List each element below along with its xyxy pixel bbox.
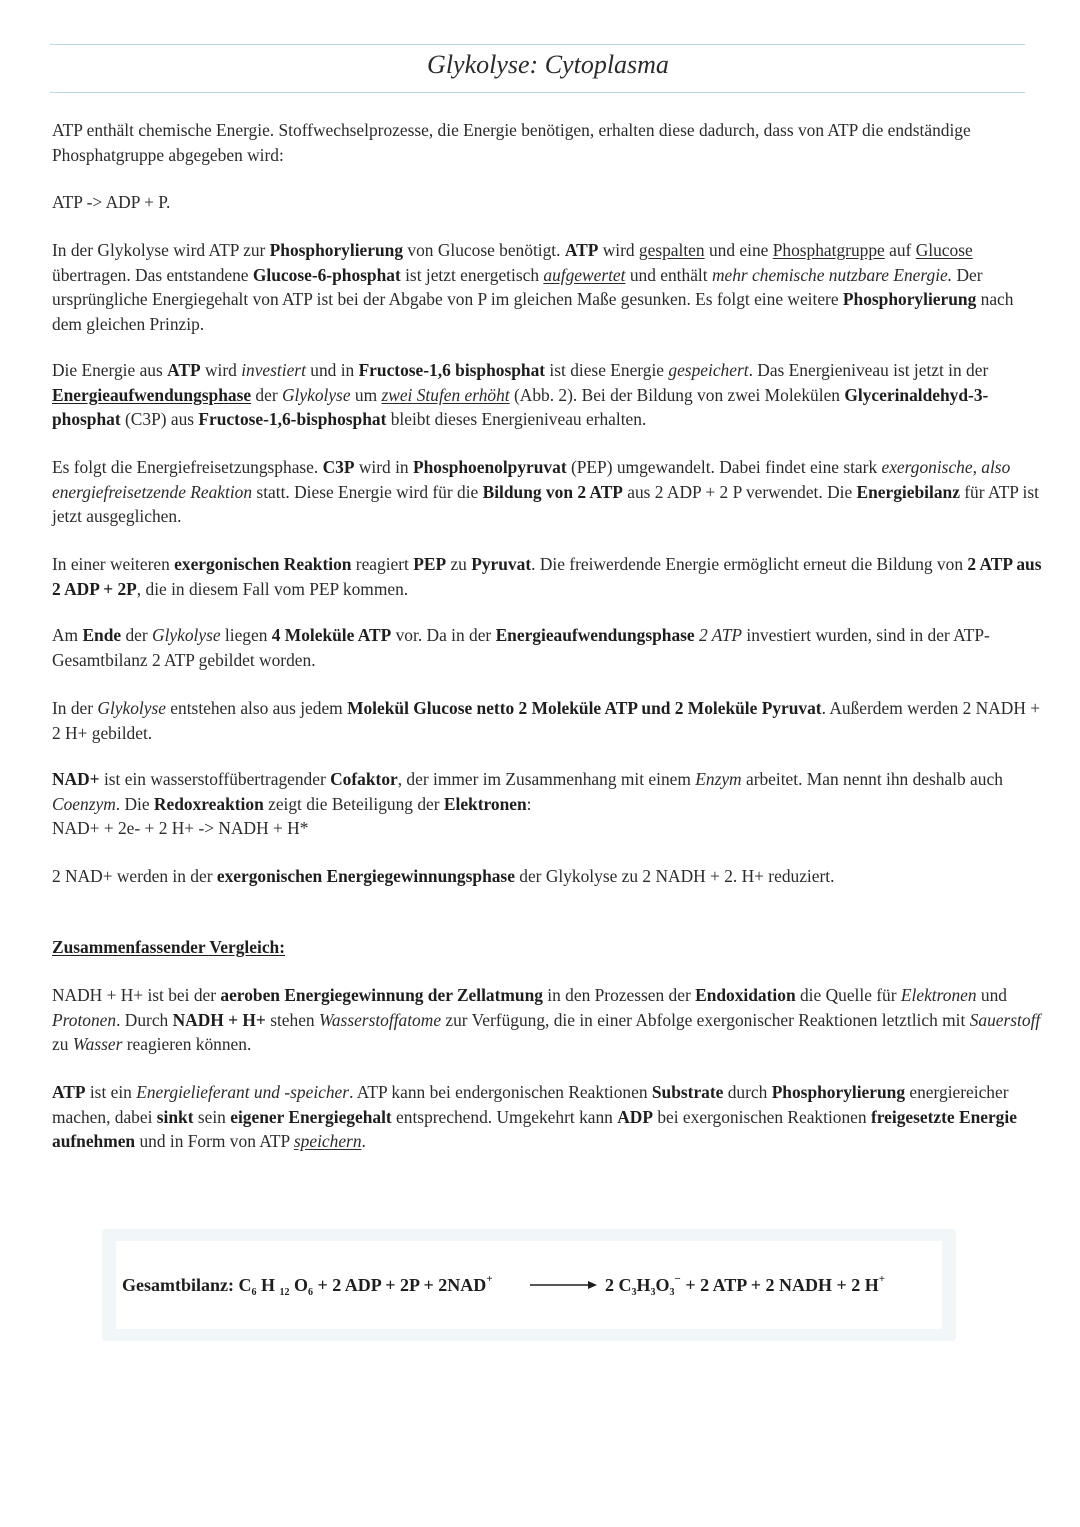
paragraph-phosphorylation: In der Glykolyse wird ATP zur Phosphorylierung von Glucose benötigt. ATP wird gespalten und eine Phosphatgruppe auf Glucose übertragen. Das entstandene Glucose-6-phosphat ist jetzt energetisch aufgewertet und enthält mehr chemische nutzbare Energie. Der ursprüngliche Energiegehalt von ATP ist bei der Abgabe von P im gleichen Maße gesunken. Es folgt eine weitere Phosphorylierung nach dem gleichen Prinzip. (52, 240, 1014, 334)
paragraph-energy-release: Es folgt die Energiefreisetzungsphase. C3P wird in Phosphoenolpyruvat (PEP) umgewandelt. Dabei findet eine stark exergonische, also energiefreisetzende Reaktion statt. Diese Energie wird für die Bildung von 2 ATP aus 2 ADP + 2 P verwendet. Die Energiebilanz für ATP ist jetzt ausgeglichen. (52, 457, 1039, 526)
paragraph-nadh-cell-respiration: NADH + H+ ist bei der aeroben Energiegewinnung der Zellatmung in den Prozessen der Endoxidation die Quelle für Elektronen und Protonen. Durch NADH + H+ stehen Wasserstoffatome zur Verfügung, die in einer Abfolge exergonischer Reaktionen letztlich mit Sauerstoff zu Wasser reagieren können. (52, 985, 1041, 1054)
overall-balance-rhs: 2 $C_3H_3O_3^- + 2$ ATP + 2 NADH + 2 H+ (605, 1273, 886, 1298)
section-heading: Zusammenfassender Vergleich: (52, 937, 285, 957)
paragraph-atp-balance: Am Ende der Glykolyse liegen 4 Moleküle ATP vor. Da in der Energieaufwendungsphase 2 ATP investiert wurden, sind in der ATP-Gesamtbilanz 2 ATP gebildet worden. (52, 625, 990, 670)
paragraph-energy-investment: Die Energie aus ATP wird investiert und in Fructose-1,6 bisphosphat ist diese Energie gespeichert. Das Energieniveau ist jetzt in der Energieaufwendungsphase der Glykolyse um zwei Stufen erhöht (Abb. 2). Bei der Bildung von zwei Molekülen Glycerinaldehyd-3-phosphat (C3P) aus Fructose-1,6-bisphosphat bleibt dieses Energieniveau erhalten. (52, 360, 989, 429)
paragraph-atp-equation: ATP -> ADP + P. (52, 192, 171, 212)
paragraph-atp-intro: ATP enthält chemische Energie. Stoffwechselprozesse, die Energie benötigen, erhalten diese dadurch, dass von ATP die endständige Phosphatgruppe abgegeben wird: (52, 120, 971, 165)
reaction-arrow-icon (530, 1280, 598, 1290)
page-title: Glykolyse: Cytoplasma (427, 50, 669, 79)
paragraph-pep-pyruvate: In einer weiteren exergonischen Reaktion reagiert PEP zu Pyruvat. Die freiwerdende Energie ermöglicht erneut die Bildung von 2 ATP aus 2 ADP + 2P, die in diesem Fall vom PEP kommen. (52, 554, 1042, 599)
paragraph-nad-cofactor: NAD+ ist ein wasserstoffübertragender Cofaktor, der immer im Zusammenhang mit einem Enzym arbeitet. Man nennt ihn deshalb auch Coenzym. Die Redoxreaktion zeigt die Beteiligung der Elektronen: NAD+ + 2e- + 2 H+ -> NADH + H* (52, 769, 1003, 838)
redox-equation: NAD+ + 2e- + 2 H+ -> NADH + H* (52, 818, 309, 838)
paragraph-glycolysis-net: In der Glykolyse entstehen also aus jedem Molekül Glucose netto 2 Moleküle ATP und 2 Moleküle Pyruvat. Außerdem werden 2 NADH + 2 H+ gebildet. (52, 698, 1041, 743)
overall-balance-lhs: Gesamtbilanz: $C_6$ H $_{12}$ $O_6 + 2$ ADP + 2P + 2NAD+ (122, 1273, 493, 1298)
paragraph-atp-storage: ATP ist ein Energielieferant und -speicher. ATP kann bei endergonischen Reaktionen Substrate durch Phosphorylierung energiereicher machen, dabei sinkt sein eigener Energiegehalt entsprechend. Umgekehrt kann ADP bei exergonischen Reaktionen freigesetzte Energie aufnehmen und in Form von ATP speichern. (52, 1082, 1017, 1151)
top-rule (50, 44, 1025, 45)
title-rule (50, 92, 1025, 93)
paragraph-nad-reduction: 2 NAD+ werden in der exergonischen Energiegewinnungsphase der Glykolyse zu 2 NADH + 2. H+ reduziert. (52, 866, 835, 886)
